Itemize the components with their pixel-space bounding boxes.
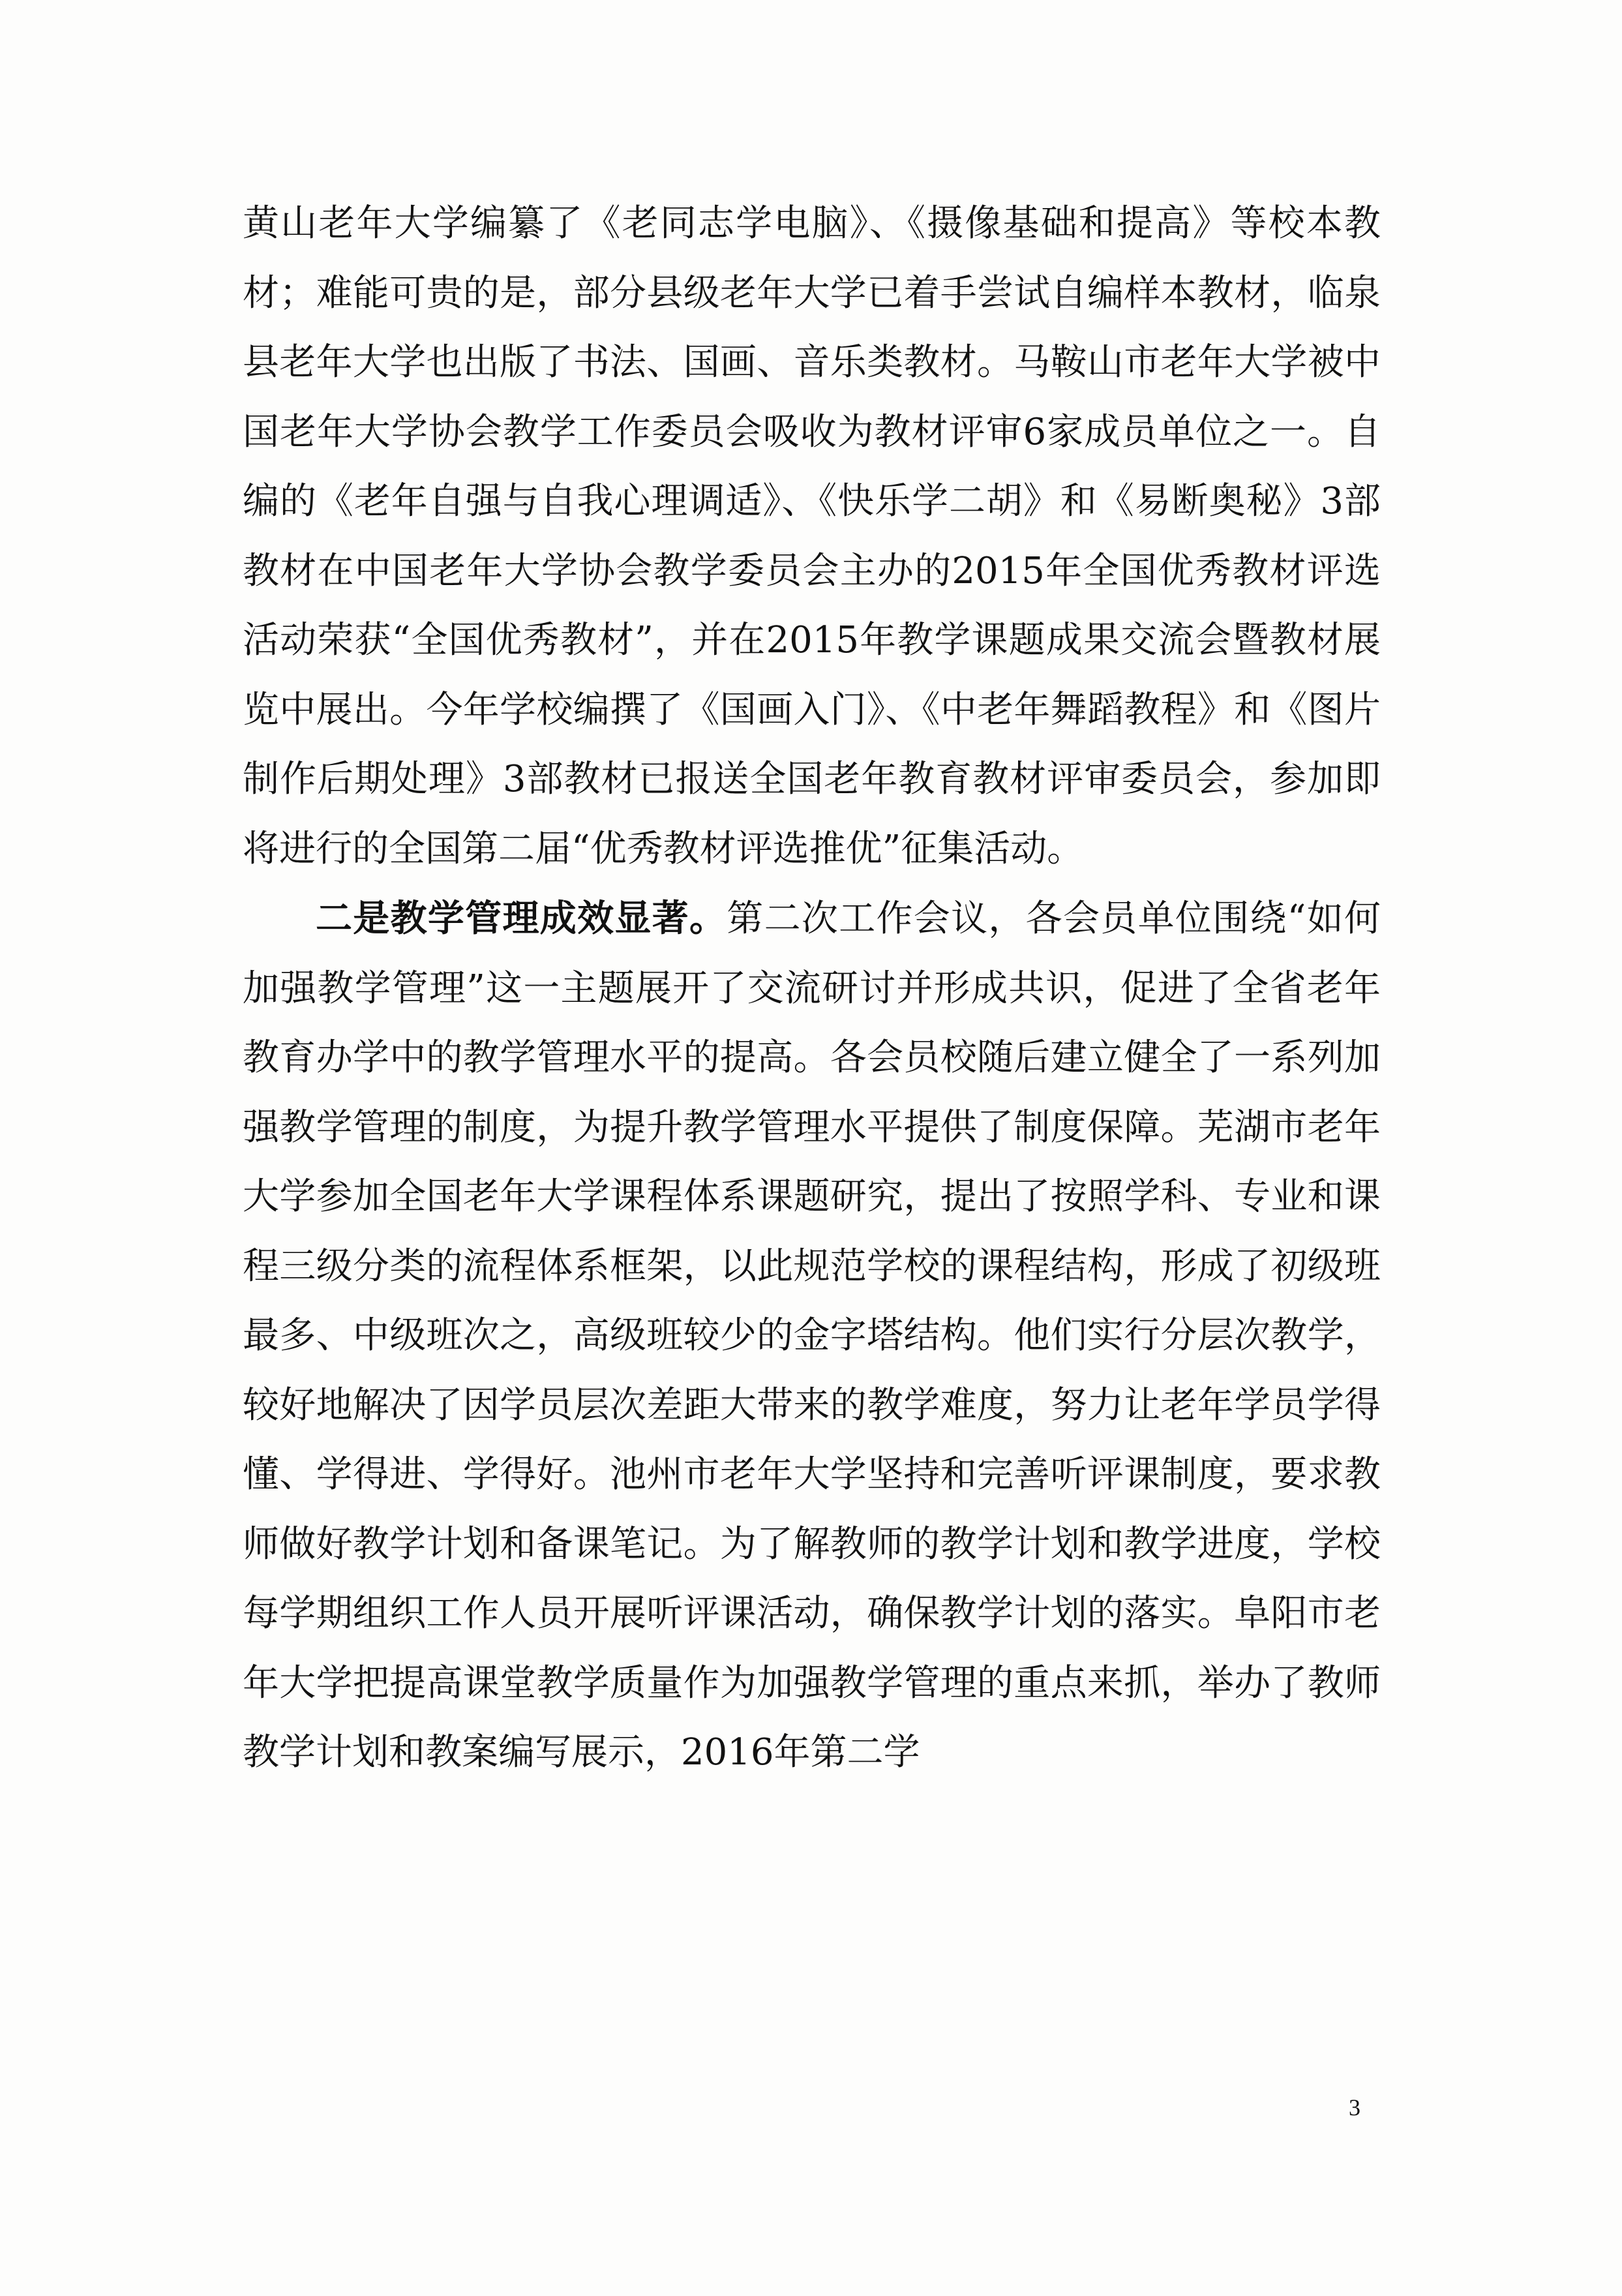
body-text [243, 189, 1381, 1788]
paragraph-textbooks [243, 189, 1381, 884]
paragraph-textbooks-text: 黄山老年大学编纂了《老同志学电脑》、《摄像基础和提高》等校本教材；难能可贵的是，部分县级老年大学已着手尝试自编样本教材，临泉县老年大学也出版了书法、国画、音乐类教材。马鞍山市老年大学被中国老年大学协会教学工作委员会吸收为教材评审6家成员单位之一。自编的《老年自强与自我心理调适》、《快乐学二胡》和《易断奥秘》3部教材在中国老年大学协会教学委员会主办的2015年全国优秀教材评选活动荣获“全国优秀教材”，并在2015年教学课题成果交流会暨教材展览中展出。今年学校编撰了《国画入门》、《中老年舞蹈教程》和《图片制作后期处理》3部教材已报送全国老年教育教材评审委员会，参加即将进行的全国第二届“优秀教材评选推优”征集活动。 [243, 202, 1381, 870]
paragraph-teaching-management-text: 第二次工作会议，各会员单位围绕“如何加强教学管理”这一主题展开了交流研讨并形成共识，促进了全省老年教育办学中的教学管理水平的提高。各会员校随后建立健全了一系列加强教学管理的制度，为提升教学管理水平提供了制度保障。芜湖市老年大学参加全国老年大学课程体系课题研究，提出了按照学科、专业和课程三级分类的流程体系框架，以此规范学校的课程结构，形成了初级班最多、中级班次之，高级班较少的金字塔结构。他们实行分层次教学，较好地解决了因学员层次差距大带来的教学难度，努力让老年学员学得懂、学得进、学得好。池州市老年大学坚持和完善听评课制度，要求教师做好教学计划和备课笔记。为了解教师的教学计划和教学进度，学校每学期组织工作人员开展听评课活动，确保教学计划的落实。阜阳市老年大学把提高课堂教学质量作为加强教学管理的重点来抓，举办了教师教学计划和教案编写展示，2016年第二学 [243, 898, 1381, 1774]
paragraph-teaching-management [243, 884, 1381, 1788]
page-number: 3 [1349, 2094, 1360, 2121]
paragraph-lead-heading: 二是教学管理成效显著。 [316, 897, 727, 940]
